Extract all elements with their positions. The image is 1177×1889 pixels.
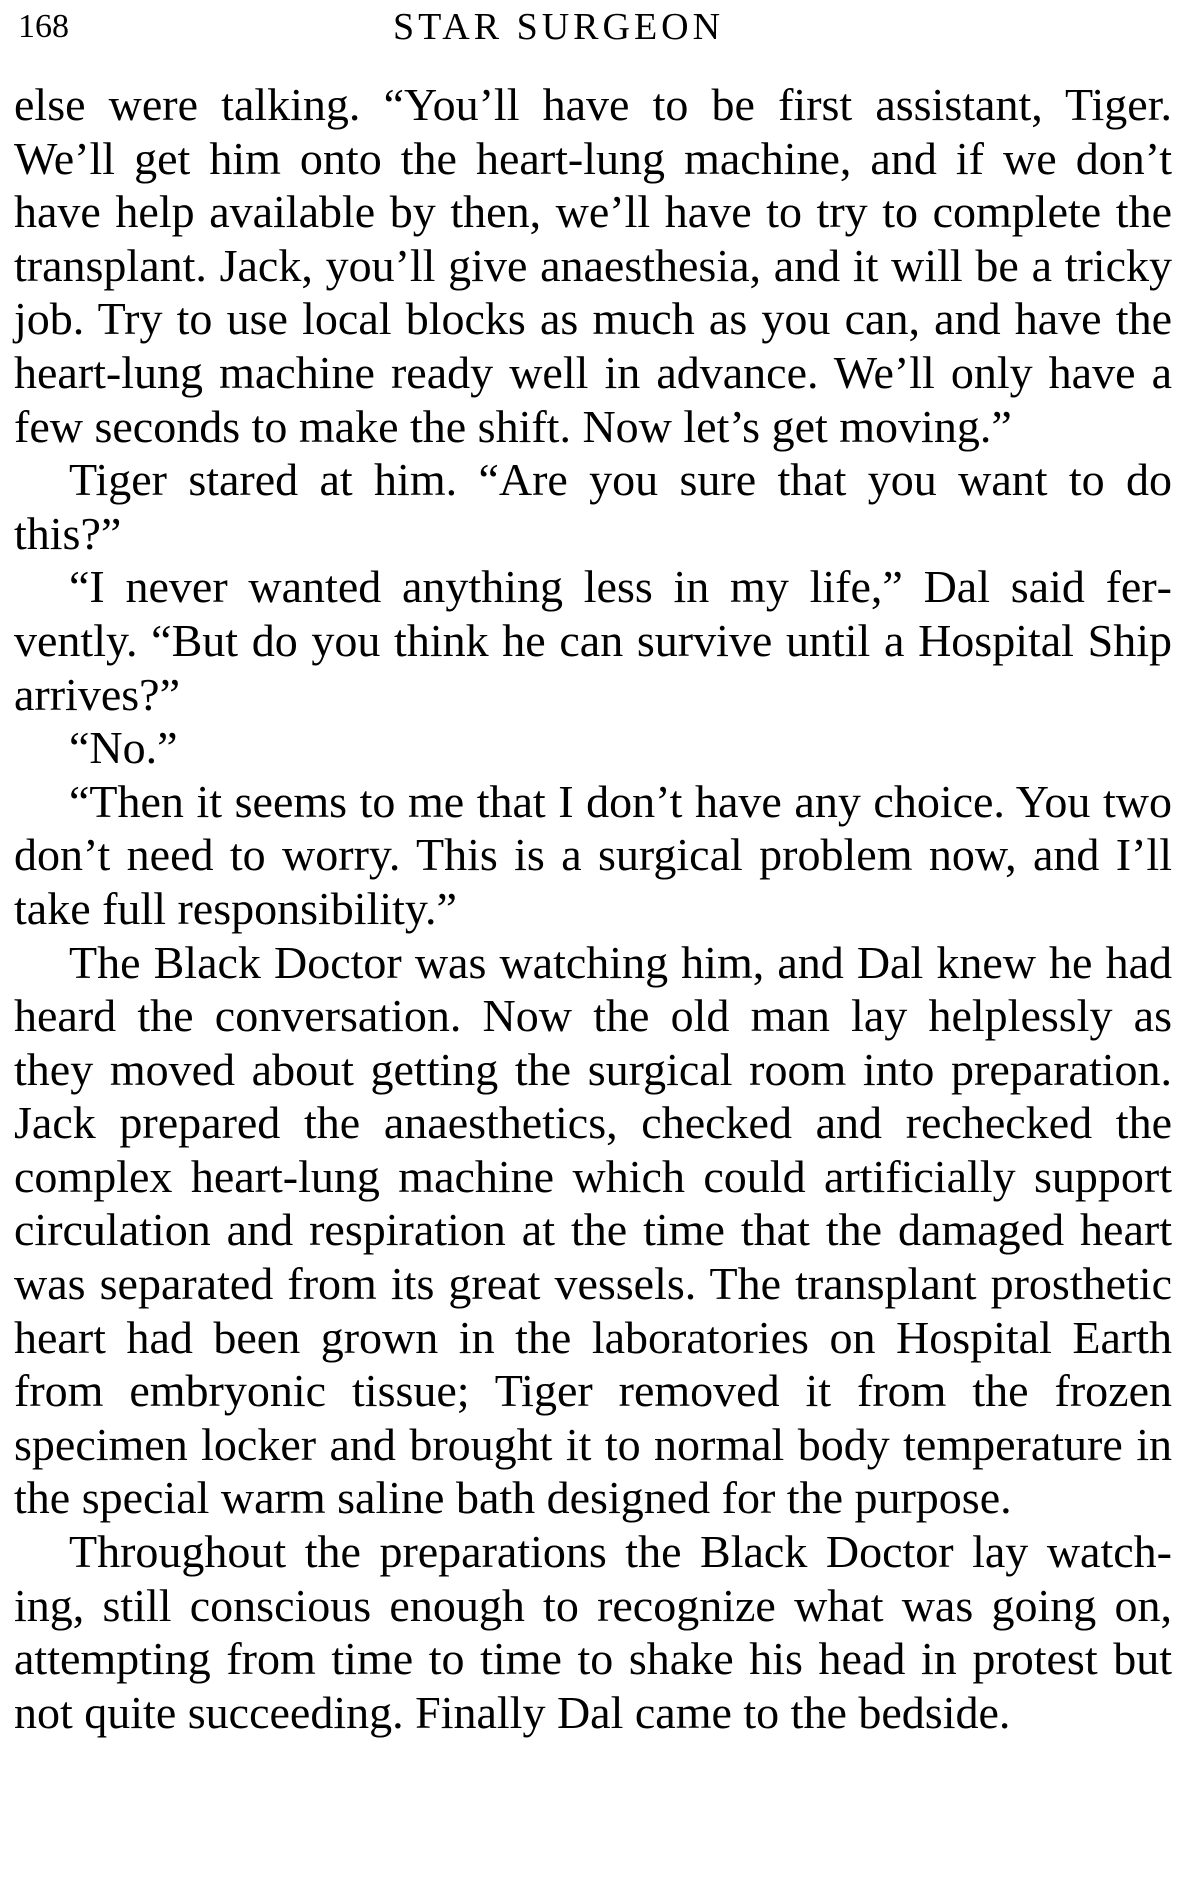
page-number: 168 (18, 8, 69, 45)
running-head (18, 2, 1137, 52)
paragraph: The Black Doctor was watching him, and Dal knew he had heard the conversation. Now the old man lay helplessly as they moved about getting the surgical room into preparation. Jack prepared the anaesthetics, checked and rechecked the complex heart-lung machine which could artificially support circulation and respiration at the time that the damaged heart was separated from its great vessels. The transplant prosthetic heart had been grown in the laboratories on Hospital Earth from embryonic tissue; Tiger removed it from the frozen specimen locker and brought it to normal body temperature in the special warm saline bath designed for the purpose. (14, 936, 1172, 1524)
paragraph: Throughout the preparations the Black Doctor lay watching, still conscious enough to recognize what was going on, attempting from time to time to shake his head in protest but not quite succeeding. Finally Dal came to the bedside. (14, 1526, 1172, 1738)
paragraph: “Then it seems to me that I don’t have any choice. You two don’t need to worry. This is a surgical problem now, and I’ll take full responsibility.” (14, 775, 1172, 934)
paragraph: Tiger stared at him. “Are you sure that you want to do this?” (14, 454, 1172, 559)
paragraph: “No.” (69, 722, 178, 774)
book-title: STAR SURGEON (393, 6, 725, 48)
body-text (14, 78, 1172, 1739)
paragraph: “I never wanted anything less in my life,” Dal said fervently. “But do you think he can survive until a Hospital Ship arrives?” (14, 561, 1172, 720)
paragraph: else were talking. “You’ll have to be first assistant, Tiger. We’ll get him onto the heart-lung machine, and if we don’t have help available by then, we’ll have to try to complete the transplant. Jack, you’ll give anaesthesia, and it will be a tricky job. Try to use local blocks as much as you can, and have the heart-lung machine ready well in advance. We’ll only have a few seconds to make the shift. Now let’s get moving.” (14, 79, 1172, 452)
